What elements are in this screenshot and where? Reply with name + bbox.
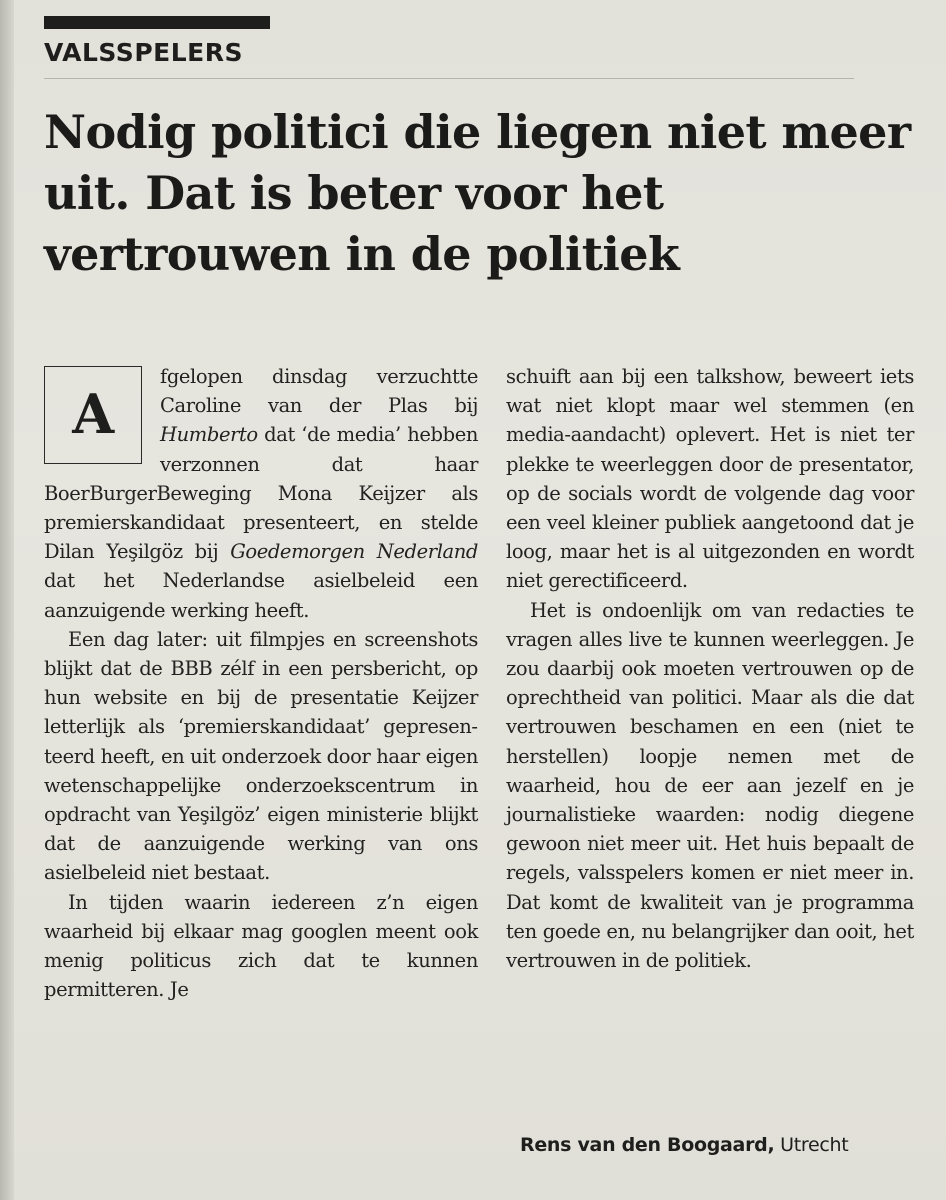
article-paragraph-1 (44, 362, 478, 625)
article-headline: Nodig politici die liegen niet meer uit. Dat is beter voor het vertrouwen in de politiek (44, 105, 911, 281)
drop-cap: A (44, 366, 142, 464)
programme-title-goedemorgen: Goedemorgen Nederland (230, 540, 478, 564)
paragraph-1-text-a: fgelopen dinsdag verzuchtte Caroline van der Plas bij (160, 365, 478, 418)
article-byline (520, 1134, 848, 1156)
article-column-right (506, 362, 914, 975)
section-rule (44, 16, 270, 29)
paragraph-1-text-b: dat ‘de media’ hebben verzonnen dat haar BoerBurgerBeweging Mona Keijzer als premierskandidaat presenteert, en stelde Dilan Yeşilgöz bij (44, 423, 478, 564)
page-edge-shadow (0, 0, 14, 1200)
byline-city: Utrecht (780, 1134, 849, 1156)
article-paragraph-3: In tijden waarin iedereen z’n eigen waarheid bij elkaar mag googlen meent ook menig politicus zich dat te kunnen permitteren. Je (44, 890, 478, 1002)
kicker-divider (44, 78, 854, 79)
article-paragraph-4: schuift aan bij een talkshow, beweert iets wat niet klopt maar wel stemmen (en media-aandacht) oplevert. Het is niet ter plekke te weerleggen door de presentator, op de socials wordt de volgende dag voor een veel kleiner publiek aangetoond dat je loog, maar het is al uitgezonden en wordt niet gerectificeerd. (506, 365, 914, 593)
section-kicker: VALSSPELERS (44, 38, 243, 67)
article-paragraph-2: Een dag later: uit filmpjes en screenshots blijkt dat de BBB zélf in een persbericht, op hun website en bij de presentatie Keijzer letterlijk als ‘premierskandidaat’ gepresenteerd heeft, en uit onderzoek door haar eigen wetenschappelijke onderzoekscentrum in opdracht van Yeşilgöz’ eigen ministerie blijkt dat de aanzuigende werking van ons asielbeleid niet bestaat. (44, 627, 478, 885)
byline-author: Rens van den Boogaard, (520, 1134, 775, 1156)
paragraph-1-text-c: dat het Nederlandse asielbeleid een aanzuigende werking heeft. (44, 569, 478, 622)
programme-title-humberto: Humberto (160, 423, 258, 447)
article-column-left (44, 362, 478, 1004)
article-paragraph-5: Het is ondoenlijk om van redacties te vragen alles live te kunnen weerleggen. Je zou daarbij ook moeten vertrouwen op de oprechtheid van politici. Maar als die dat vertrouwen beschamen en een (niet te herstellen) loopje nemen met de waarheid, hou de eer aan jezelf en je journalistieke waarden: nodig diegene gewoon niet meer uit. Het huis bepaalt de regels, valsspelers komen er niet meer in. Dat komt de kwaliteit van je programma ten goede en, nu belangrijker dan ooit, het vertrouwen in de politiek. (506, 598, 914, 973)
